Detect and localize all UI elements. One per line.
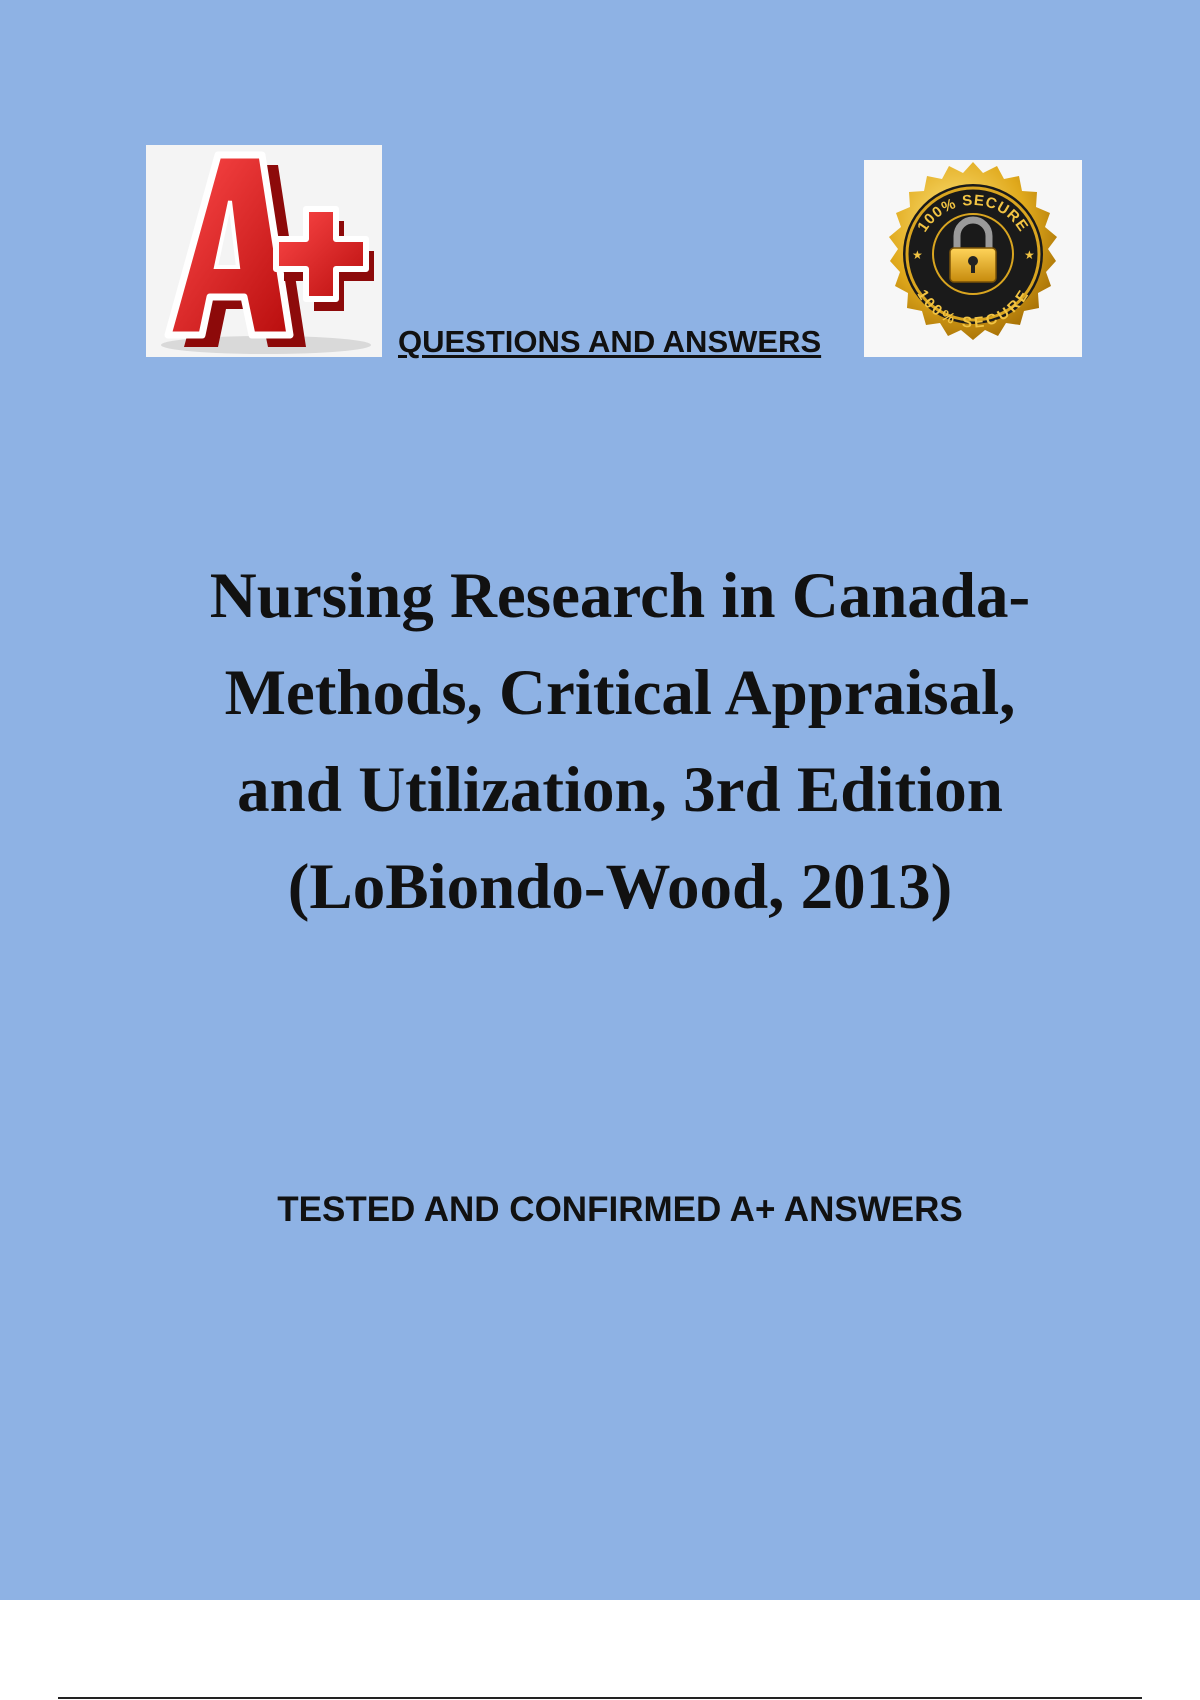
tested-confirmed-claim: TESTED AND CONFIRMED A+ ANSWERS	[277, 1190, 963, 1229]
svg-text:★: ★	[1024, 248, 1035, 262]
title-line: Nursing Research in Canada-	[209, 560, 1031, 632]
seal-text-top: 100% SECURE	[914, 191, 1032, 236]
svg-text:★: ★	[912, 248, 923, 262]
bottom-divider	[58, 1697, 1142, 1699]
title-line: Methods, Critical Appraisal,	[224, 657, 1016, 729]
questions-and-answers-heading: QUESTIONS AND ANSWERS	[398, 324, 822, 359]
document-title	[110, 548, 1130, 936]
title-line: (LoBiondo-Wood, 2013)	[287, 851, 953, 923]
secure-lock-badge-icon	[864, 160, 1082, 357]
seal-text-bottom: 100% SECURE	[913, 286, 1033, 332]
a-plus-grade-icon	[146, 145, 382, 357]
title-line: and Utilization, 3rd Edition	[237, 754, 1003, 826]
